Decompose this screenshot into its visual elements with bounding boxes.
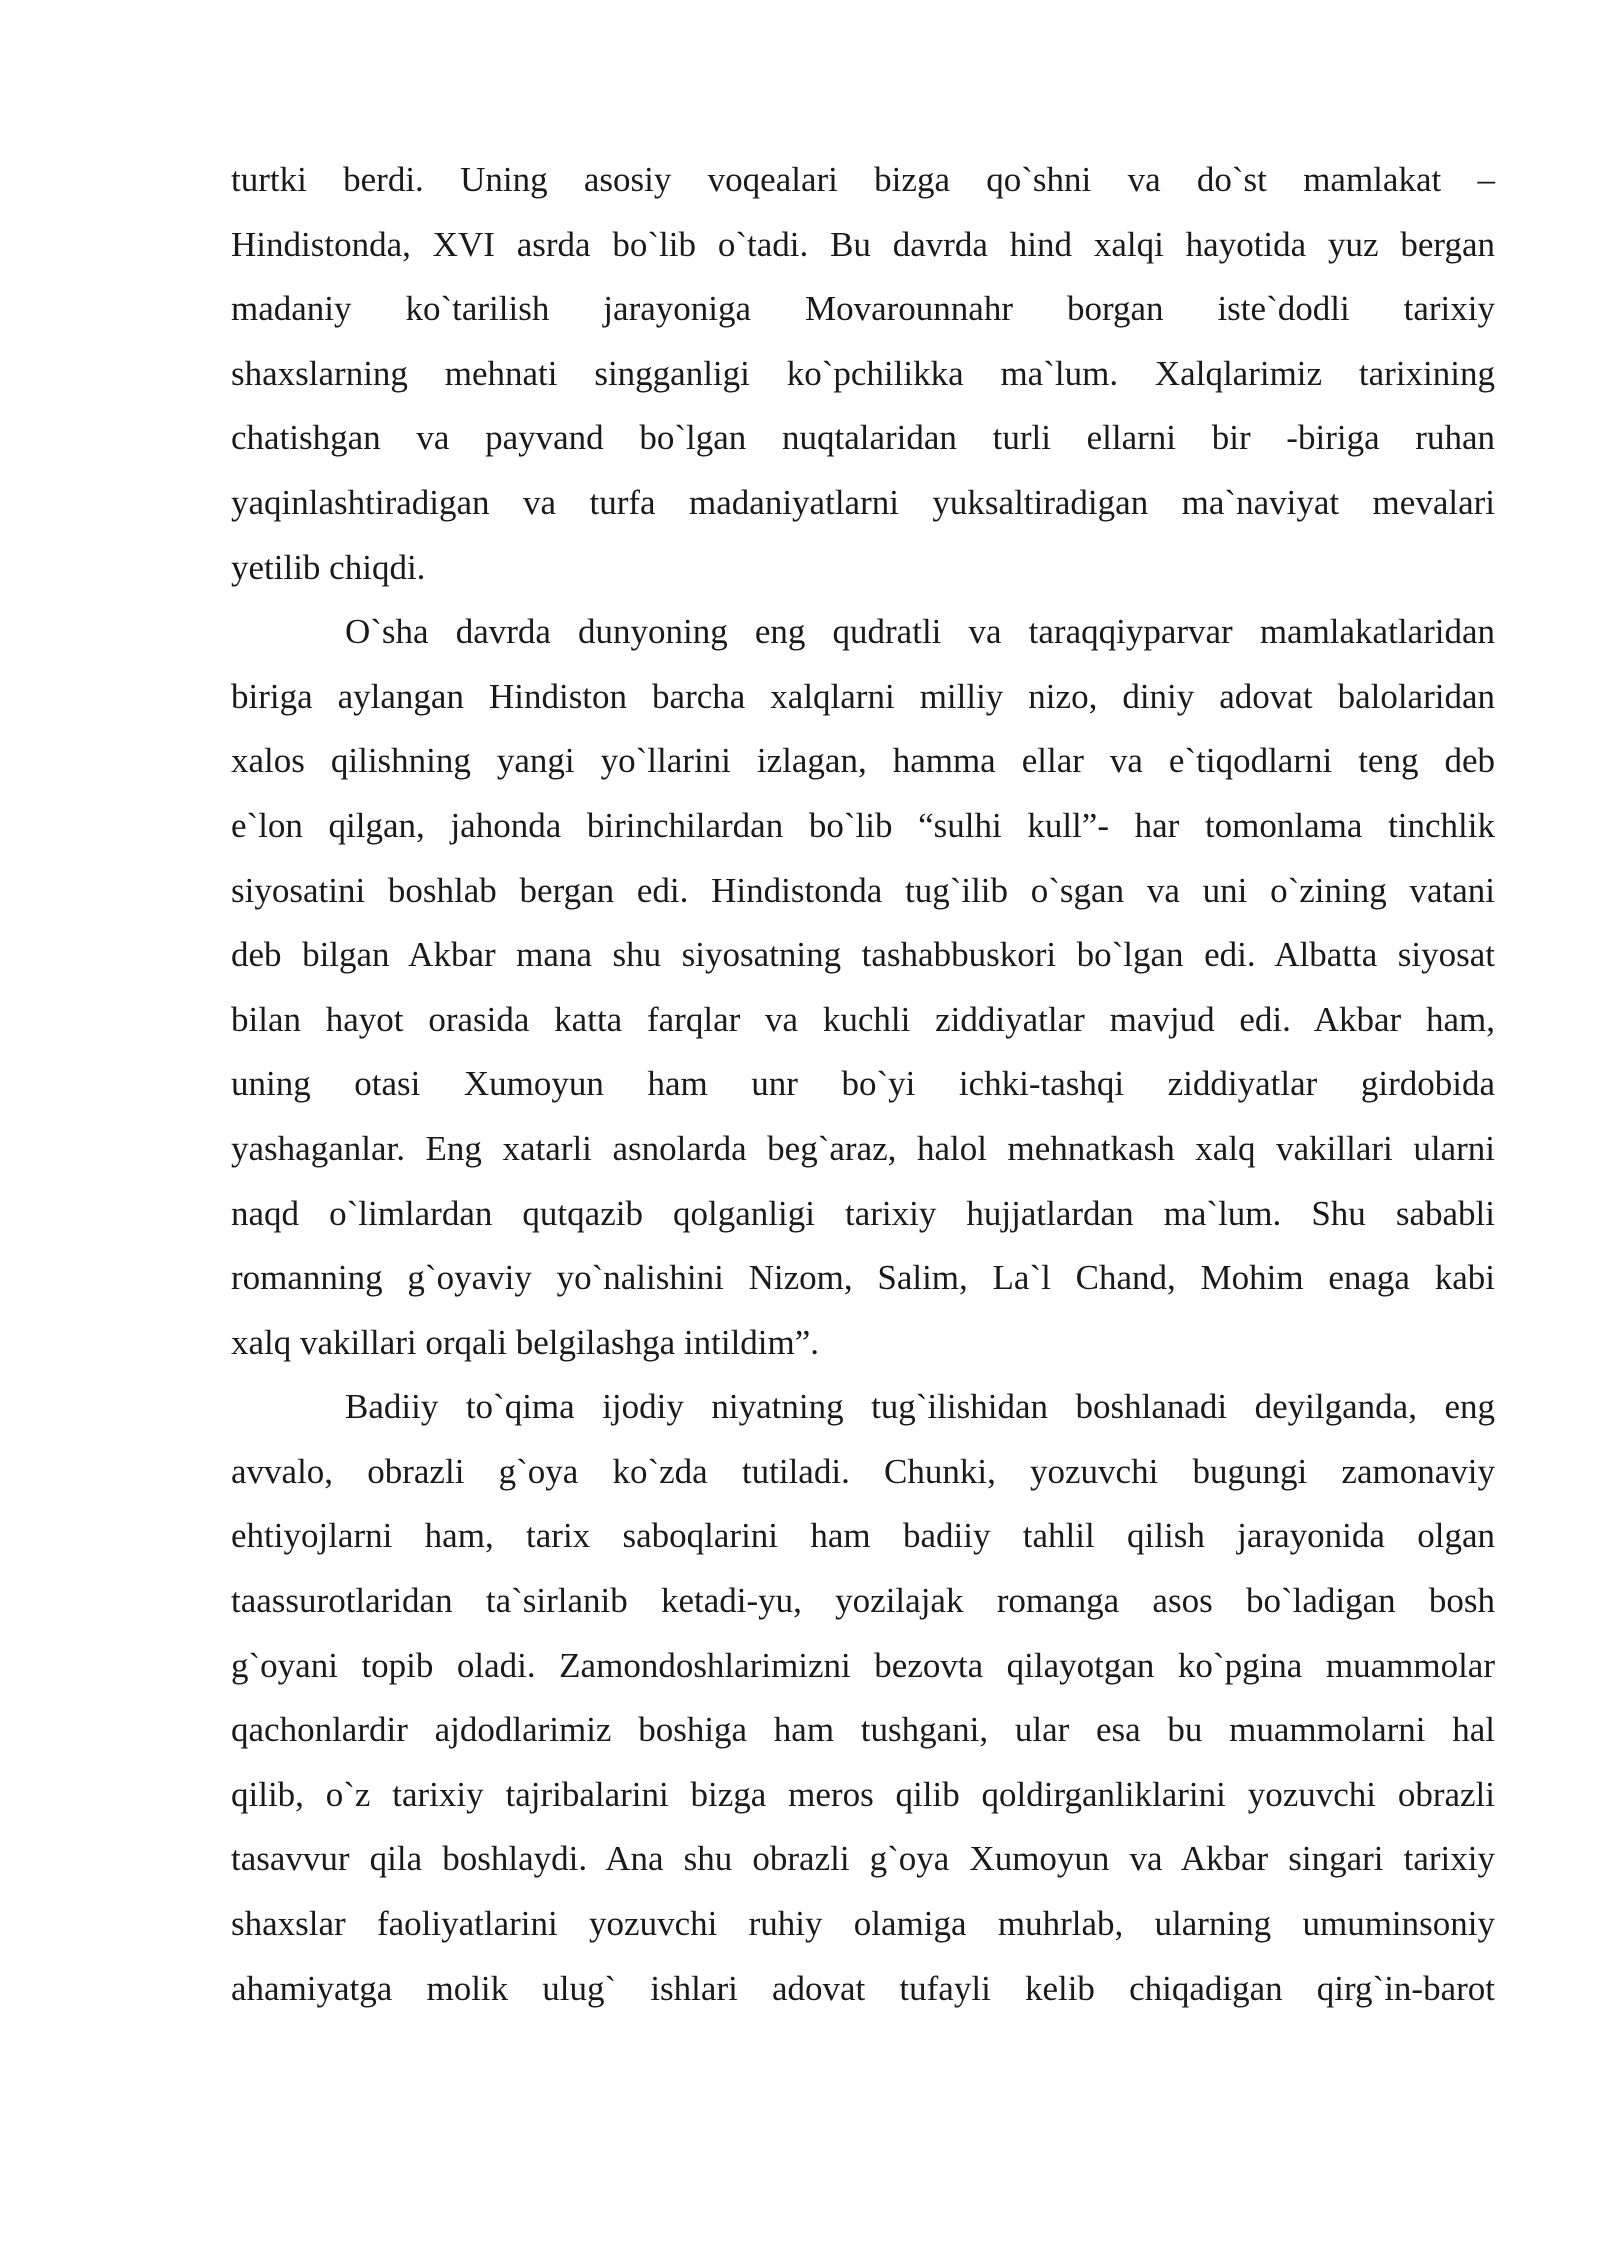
text-line: O`sha davrda dunyoning eng qudratli va taraqqiyparvar mamlakatlaridan — [345, 612, 1495, 652]
text-line: ahamiyatga molik ulug` ishlari adovat tufayli kelib chiqadigan qirg`in-barot — [231, 1968, 1495, 2008]
text-line: uning otasi Xumoyun ham unr bo`yi ichki-tashqi ziddiyatlar girdobida — [231, 1064, 1495, 1104]
text-line: taassurotlaridan ta`sirlanib ketadi-yu, yozilajak romanga asos bo`ladigan bosh — [231, 1581, 1495, 1621]
text-line: shaxslarning mehnati singganligi ko`pchilikka ma`lum. Xalqlarimiz tarixining — [231, 353, 1495, 393]
text-line: siyosatini boshlab bergan edi. Hindistonda tug`ilib o`sgan va uni o`zining vatani — [231, 870, 1495, 910]
text-line: yaqinlashtiradigan va turfa madaniyatlarni yuksaltiradigan ma`naviyat mevalari — [231, 482, 1495, 522]
text-line: shaxslar faoliyatlarini yozuvchi ruhiy olamiga muhrlab, ularning umuminsoniy — [231, 1904, 1495, 1944]
text-line: xalos qilishning yangi yo`llarini izlagan, hamma ellar va e`tiqodlarni teng deb — [231, 741, 1495, 781]
text-line: yashaganlar. Eng xatarli asnolarda beg`araz, halol mehnatkash xalq vakillari ularni — [231, 1128, 1495, 1168]
text-line: yetilib chiqdi. — [231, 547, 426, 587]
paragraph-2 — [231, 600, 1495, 1375]
document-body — [231, 148, 1495, 2021]
text-line: chatishgan va payvand bo`lgan nuqtalaridan turli ellarni bir -biriga ruhan — [231, 418, 1495, 458]
text-line: turtki berdi. Uning asosiy voqealari bizga qo`shni va do`st mamlakat – — [231, 160, 1495, 199]
text-line: ehtiyojlarni ham, tarix saboqlarini ham badiiy tahlil qilish jarayonida olgan — [231, 1516, 1495, 1556]
text-line: Badiiy to`qima ijodiy niyatning tug`ilishidan boshlanadi deyilganda, eng — [345, 1387, 1495, 1427]
paragraph-3 — [231, 1375, 1495, 2021]
text-line: g`oyani topib oladi. Zamondoshlarimizni bezovta qilayotgan ko`pgina muammolar — [231, 1645, 1495, 1685]
text-line: biriga aylangan Hindiston barcha xalqlarni milliy nizo, diniy adovat balolaridan — [231, 676, 1495, 716]
text-line: qachonlardir ajdodlarimiz boshiga ham tushgani, ular esa bu muammolarni hal — [231, 1710, 1495, 1750]
paragraph-1 — [231, 148, 1495, 600]
text-line: Hindistonda, XVI asrda bo`lib o`tadi. Bu davrda hind xalqi hayotida yuz bergan — [231, 224, 1495, 264]
text-line: bilan hayot orasida katta farqlar va kuchli ziddiyatlar mavjud edi. Akbar ham, — [231, 999, 1495, 1039]
text-line: naqd o`limlardan qutqazib qolganligi tarixiy hujjatlardan ma`lum. Shu sababli — [231, 1193, 1495, 1233]
text-line: xalq vakillari orqali belgilashga intildim”. — [231, 1322, 820, 1362]
text-line: madaniy ko`tarilish jarayoniga Movarounnahr borgan iste`dodli tarixiy — [231, 289, 1495, 329]
text-line: romanning g`oyaviy yo`nalishini Nizom, Salim, La`l Chand, Mohim enaga kabi — [231, 1258, 1495, 1298]
text-line: qilib, o`z tarixiy tajribalarini bizga meros qilib qoldirganliklarini yozuvchi obrazli — [231, 1774, 1495, 1814]
text-line: deb bilgan Akbar mana shu siyosatning tashabbuskori bo`lgan edi. Albatta siyosat — [231, 935, 1495, 975]
text-line: avvalo, obrazli g`oya ko`zda tutiladi. Chunki, yozuvchi bugungi zamonaviy — [231, 1451, 1495, 1491]
text-line: tasavvur qila boshlaydi. Ana shu obrazli g`oya Xumoyun va Akbar singari tarixiy — [231, 1839, 1495, 1879]
text-line: e`lon qilgan, jahonda birinchilardan bo`lib “sulhi kull”- har tomonlama tinchlik — [231, 805, 1495, 845]
